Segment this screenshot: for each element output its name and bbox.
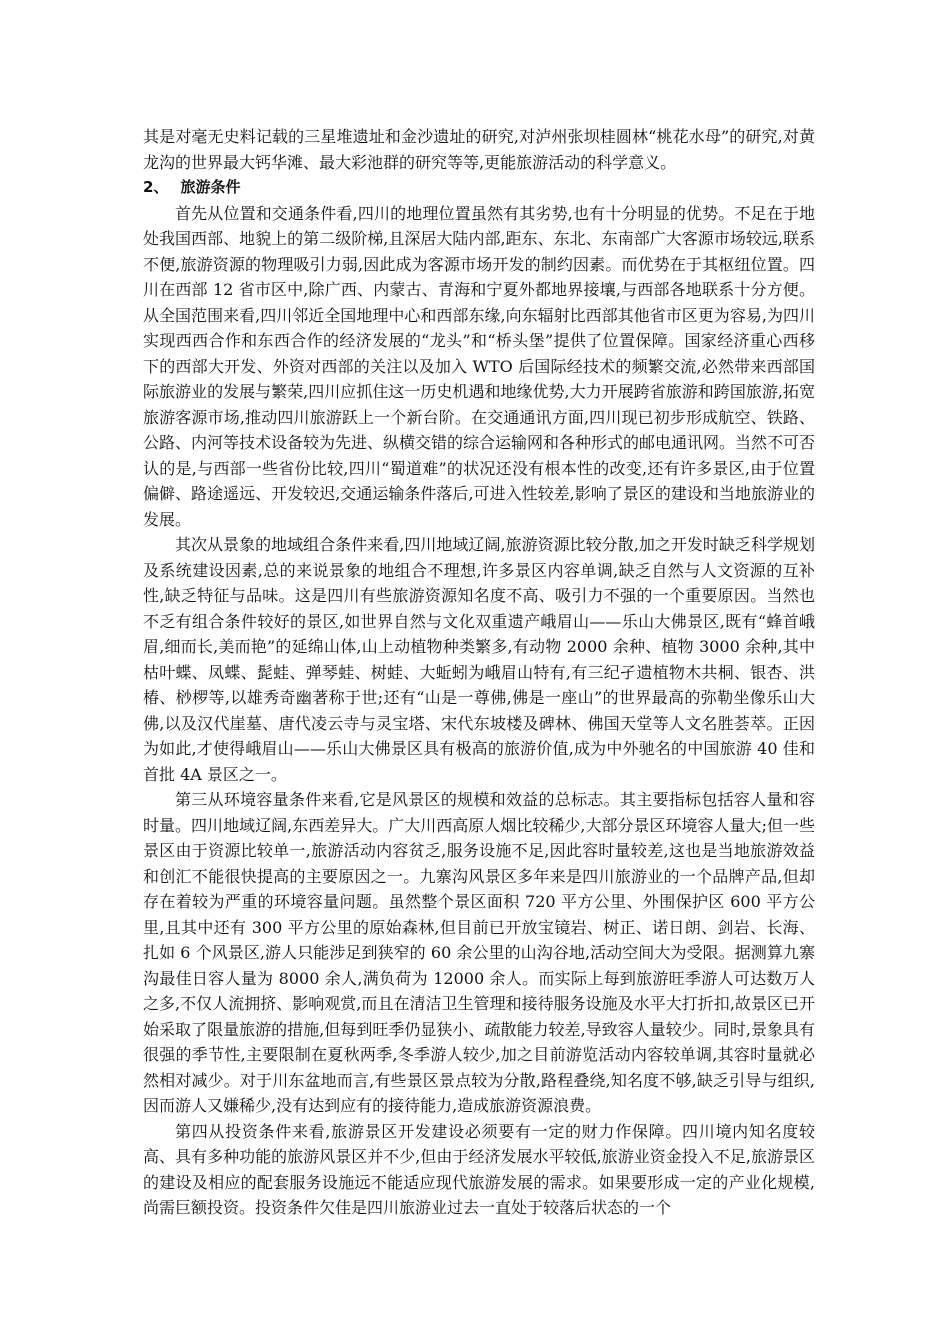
paragraph-regional-combination: 其次从景象的地域组合条件来看,四川地域辽阔,旅游资源比较分散,加之开发时缺乏科学规划及系统建设因素,总的来说景象的地组合不理想,许多景区内容单调,缺乏自然与人文资源的互补性,缺乏特征与品味。这是四川有些旅游资源知名度不高、吸引力不强的一个重要原因。当然也不乏有组合条件较好的景区,如世界自然与文化双重遗产峨眉山——乐山大佛景区,既有“蜂首峨眉,细而长,美而艳”的延绵山体,山上动植物种类繁多,有动物 2000 余种、植物 3000 余种,其中枯叶蝶、凤蝶、髭蛙、弹琴蛙、树蛙、大蚯蚓为峨眉山特有,有三纪孑遗植物木共桐、银杏、洪椿、桫椤等,以雄秀奇幽著称于世;还有“山是一尊佛,佛是一座山”的世界最高的弥勒坐像乐山大佛,以及汉代崖墓、唐代凌云寺与灵宝塔、宋代东坡楼及碑林、佛国天堂等人文名胜荟萃。正因为如此,才使得峨眉山——乐山大佛景区具有极高的旅游价值,成为中外驰名的中国旅游 40 佳和首批 4A 景区之一。	[143, 535, 815, 784]
section-number: 2、	[143, 178, 169, 196]
section-title: 旅游条件	[180, 178, 241, 196]
section-heading	[143, 175, 815, 201]
paragraph-continuation: 其是对毫无史料记载的三星堆遗址和金沙遗址的研究,对泸州张坝桂圆林“桃花水母”的研究,对黄龙沟的世界最大钙华滩、最大彩池群的研究等等,更能旅游活动的科学意义。	[143, 127, 815, 172]
paragraph-location-transport: 首先从位置和交通条件看,四川的地理位置虽然有其劣势,也有十分明显的优势。不足在于地处我国西部、地貌上的第二级阶梯,且深居大陆内部,距东、东北、东南部广大客源市场较远,联系不便,旅游资源的物理吸引力弱,因此成为客源市场开发的制约因素。而优势在于其枢纽位置。四川在西部 12 省市区中,除广西、内蒙古、青海和宁夏外都地界接壤,与西部各地联系十分方便。从全国范围来看,四川邻近全国地理中心和西部东缘,向东辐射比西部其他省市区更为容易,为四川实现西西合作和东西合作的经济发展的“龙头”和“桥头堡”提供了位置保障。国家经济重心西移下的西部大开发、外资对西部的关注以及加入 WTO 后国际经技术的频繁交流,必然带来西部国际旅游业的发展与繁荣,四川应抓住这一历史机遇和地缘优势,大力开展跨省旅游和跨国旅游,拓宽旅游客源市场,推动四川旅游跃上一个新台阶。在交通通讯方面,四川现已初步形成航空、铁路、公路、内河等技术设备较为先进、纵横交错的综合运输网和各种形式的邮电通讯网。当然不可否认的是,与西部一些省份比较,四川“蜀道难”的状况还没有根本性的改变,还有许多景区,由于位置偏僻、路途遥远、开发较迟,交通运输条件落后,可进入性较差,影响了景区的建设和当地旅游业的发展。	[143, 203, 816, 529]
paragraph-investment: 第四从投资条件来看,旅游景区开发建设必须要有一定的财力作保障。四川境内知名度较高、具有多种功能的旅游风景区并不少,但由于经济发展水平较低,旅游业资金投入不足,旅游景区的建设及相应的配套服务设施远不能适应现代旅游发展的需求。如果要形成一定的产业化规模,尚需巨额投资。投资条件欠佳是四川旅游业过去一直处于较落后状态的一个	[143, 1121, 815, 1217]
document-body	[143, 124, 815, 1221]
paragraph-environment-capacity: 第三从环境容量条件来看,它是风景区的规模和效益的总标志。其主要指标包括容人量和容时量。四川地域辽阔,东西差异大。广大川西高原人烟比较稀少,大部分景区环境容人量大;但一些景区由于资源比较单一,旅游活动内容贫乏,服务设施不足,因此容时量较差,这也是当地旅游效益和创汇不能很快提高的主要原因之一。九寨沟风景区多年来是四川旅游业的一个品牌产品,但却存在着较为严重的环境容量问题。虽然整个景区面积 720 平方公里、外围保护区 600 平方公里,且其中还有 300 平方公里的原始森林,但目前已开放宝镜岩、树正、诺日朗、剑岩、长海、扎如 6 个风景区,游人只能涉足到狭窄的 60 余公里的山沟谷地,活动空间大为受限。据测算九寨沟最佳日容人量为 8000 余人,满负荷为 12000 余人。而实际上每到旅游旺季游人可达数万人之多,不仅人流拥挤、影响观赏,而且在清洁卫生管理和接待服务设施及水平大打折扣,故景区已开始采取了限量旅游的措施,但每到旺季仍显狭小、疏散能力较差,导致容人量较少。同时,景象具有很强的季节性,主要限制在夏秋两季,冬季游人较少,加之目前游览活动内容较单调,其容时量就必然相对减少。对于川东盆地而言,有些景区景点较为分散,路程叠绕,知名度不够,缺乏引导与组织,因而游人又嫌稀少,没有达到应有的接待能力,造成旅游资源浪费。	[143, 790, 815, 1115]
